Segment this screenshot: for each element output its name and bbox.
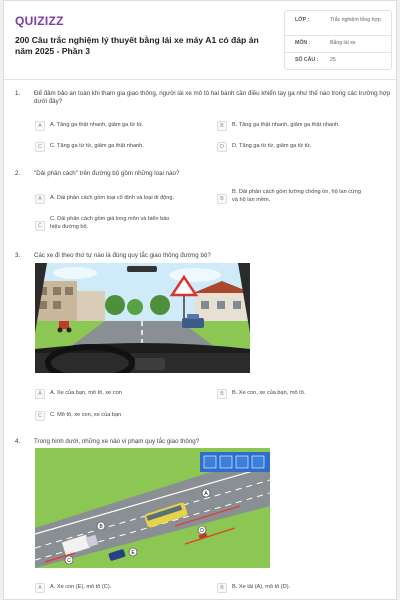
question-2-number: 2.: [15, 170, 21, 177]
lop-value: Trắc nghiệm tổng hợp: [330, 17, 381, 23]
question-1-text: Để đảm bảo an toàn khi tham gia giao thông, người lái xe mô tô hai bánh cần điều khiển tay ga như thế nào trong các trường hợp dưới đây?: [34, 90, 391, 106]
option-letter: D: [217, 142, 227, 152]
worksheet-header: [4, 1, 397, 76]
question-1-number: 1.: [15, 90, 21, 97]
car-interior-illustration: [35, 263, 250, 373]
option-letter: C: [35, 221, 45, 231]
option-text: hiệu đường bộ.: [50, 224, 89, 230]
option-text: B. Xe tải (A), mô tô (D).: [232, 584, 291, 590]
option-letter: A: [35, 194, 45, 204]
option-text: C. Mô tô, xe con, xe của bạn: [50, 412, 122, 418]
option-text: A. Tăng ga thật nhanh, giảm ga từ từ.: [50, 122, 144, 128]
question-3-text: Các xe đi theo thứ tự nào là đúng quy tắc giao thông đường bộ?: [34, 252, 211, 259]
option-letter: A: [35, 389, 45, 399]
question-3-number: 3.: [15, 252, 21, 259]
socau-value: 25: [330, 57, 336, 63]
option-text: A. Xe của bạn, mô tô, xe con: [50, 390, 122, 396]
info-divider: [285, 35, 391, 36]
option-text: C. Dải phân cách gồm giá long môn và biển báo: [50, 216, 170, 222]
option-text: và hộ lan mềm.: [232, 197, 271, 203]
option-letter: C: [35, 142, 45, 152]
mon-label: MÔN :: [295, 40, 311, 46]
highway-illustration: [35, 448, 270, 568]
option-text: B. Xe con, xe của bạn, mô tô.: [232, 390, 306, 396]
question-4-text: Trong hình dưới, những xe nào vi phạm quy tắc giao thông?: [34, 438, 200, 445]
label-e: E: [131, 550, 135, 556]
option-letter: A: [35, 583, 45, 593]
label-d: D: [200, 528, 204, 534]
option-text: B. Dải phân cách gồm tường chống ồn, hộ lan cứng: [232, 189, 362, 195]
quizizz-logo: QUIZIZZ: [15, 14, 64, 28]
option-letter: B: [217, 194, 227, 204]
question-4-image: [35, 448, 270, 568]
option-text: A. Xe con (E), mô tô (C).: [50, 584, 112, 590]
question-3-image: [35, 263, 250, 373]
option-letter: B: [217, 583, 227, 593]
header-divider: [4, 79, 397, 80]
option-letter: A: [35, 121, 45, 131]
document-title: 200 Câu trắc nghiệm lý thuyết bằng lái xe máy A1 có đáp án năm 2025 - Phần 3: [15, 35, 259, 56]
info-divider: [285, 52, 391, 53]
option-letter: B: [217, 121, 227, 131]
question-2-text: "Dải phân cách" trên đường bộ gồm những loại nào?: [34, 170, 180, 177]
info-box: [284, 10, 392, 70]
option-text: D. Tăng ga từ từ, giảm ga từ từ.: [232, 143, 312, 149]
label-a: A: [204, 491, 208, 497]
worksheet-page: [3, 0, 397, 600]
option-text: B. Tăng ga thật nhanh, giảm ga thật nhanh.: [232, 122, 340, 128]
label-c: C: [67, 558, 71, 564]
lop-label: LỚP :: [295, 17, 310, 23]
option-letter: C: [35, 411, 45, 421]
option-text: A. Dải phân cách gồm loại cố định và loại di động.: [50, 195, 175, 201]
mon-value: Bằng lái xe: [330, 40, 356, 46]
option-text: C. Tăng ga từ từ, giảm ga thật nhanh.: [50, 143, 144, 149]
question-4-number: 4.: [15, 438, 21, 445]
option-letter: B: [217, 389, 227, 399]
socau-label: SỐ CÂU :: [295, 57, 319, 63]
label-b: B: [99, 524, 103, 530]
